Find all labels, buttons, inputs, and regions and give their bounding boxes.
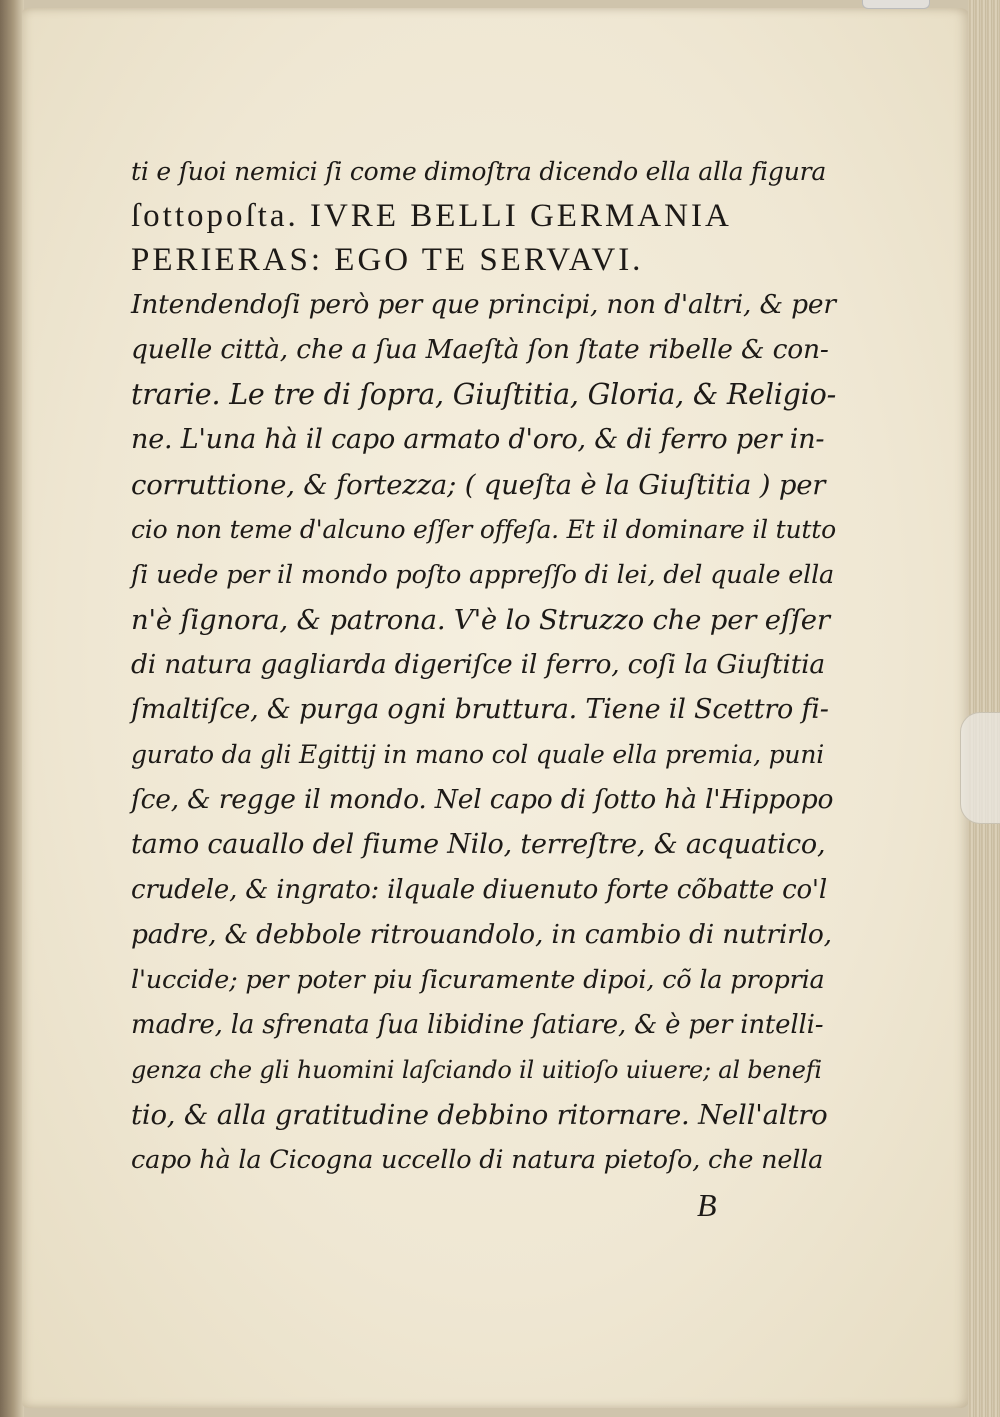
text-line-caps: PERIERAS: EGO TE SERVAVI. <box>131 242 644 278</box>
text-line: tio, & alla gratitudine debbino ritornare. Nell'altro <box>131 1099 828 1131</box>
text-line: cio non teme d'alcuno eſſer offeſa. Et il dominare il tutto <box>131 515 836 544</box>
text-line: madre, la sfrenata ſua libidine ſatiare, & è per intelli- <box>131 1010 824 1040</box>
text-line: trarie. Le tre di ſopra, Giuſtitia, Gloria, & Religio- <box>131 378 836 411</box>
text-line: genza che gli huomini laſciando il uitioſo uiuere; al benefi <box>131 1056 822 1084</box>
text-line: Intendendoſi però per que principi, non d'altri, & per <box>131 289 836 320</box>
text-line: quelle città, che a ſua Maeſtà ſon ſtate ribelle & con- <box>131 334 829 365</box>
text-line: corruttione, & fortezza; ( queſta è la Giuſtitia ) per <box>131 469 826 501</box>
text-line-caps: ſottopoſta. IVRE BELLI GERMANIA <box>131 198 732 234</box>
text-line: l'uccide; per poter piu ſicuramente dipoi, cõ la propria <box>131 965 825 995</box>
text-line: ti e ſuoi nemici ſi come dimoſtra dicendo ella alla figura <box>131 157 827 186</box>
text-line: ſi uede per il mondo poſto appreſſo di lei, del quale ella <box>131 560 835 590</box>
text-line: crudele, & ingrato: ilquale diuenuto forte cõbatte co'l <box>131 875 827 905</box>
text-line: gurato da gli Egittij in mano col quale ella premia, puni <box>131 740 825 769</box>
text-line: tamo cauallo del fiume Nilo, terreſtre, & acquatico, <box>131 829 826 860</box>
text-line: ne. L'una hà il capo armato d'oro, & di ferro per in- <box>131 424 825 455</box>
text-line: ſce, & regge il mondo. Nel capo di ſotto hà l'Hippopo <box>131 784 834 815</box>
text-line: capo hà la Cicogna uccello di natura pietoſo, che nella <box>131 1145 824 1175</box>
text-line: di natura gagliarda digeriſce il ferro, coſi la Giuſtitia <box>131 649 826 680</box>
signature-mark: B <box>697 1187 717 1223</box>
text-line: padre, & debbole ritrouandolo, in cambio di nutrirlo, <box>131 919 832 950</box>
text-line: n'è ſignora, & patrona. V'è lo Struzzo che per eſſer <box>131 604 830 636</box>
text-line: ſmaltiſce, & purga ogni bruttura. Tiene il Scettro fi- <box>131 694 829 725</box>
